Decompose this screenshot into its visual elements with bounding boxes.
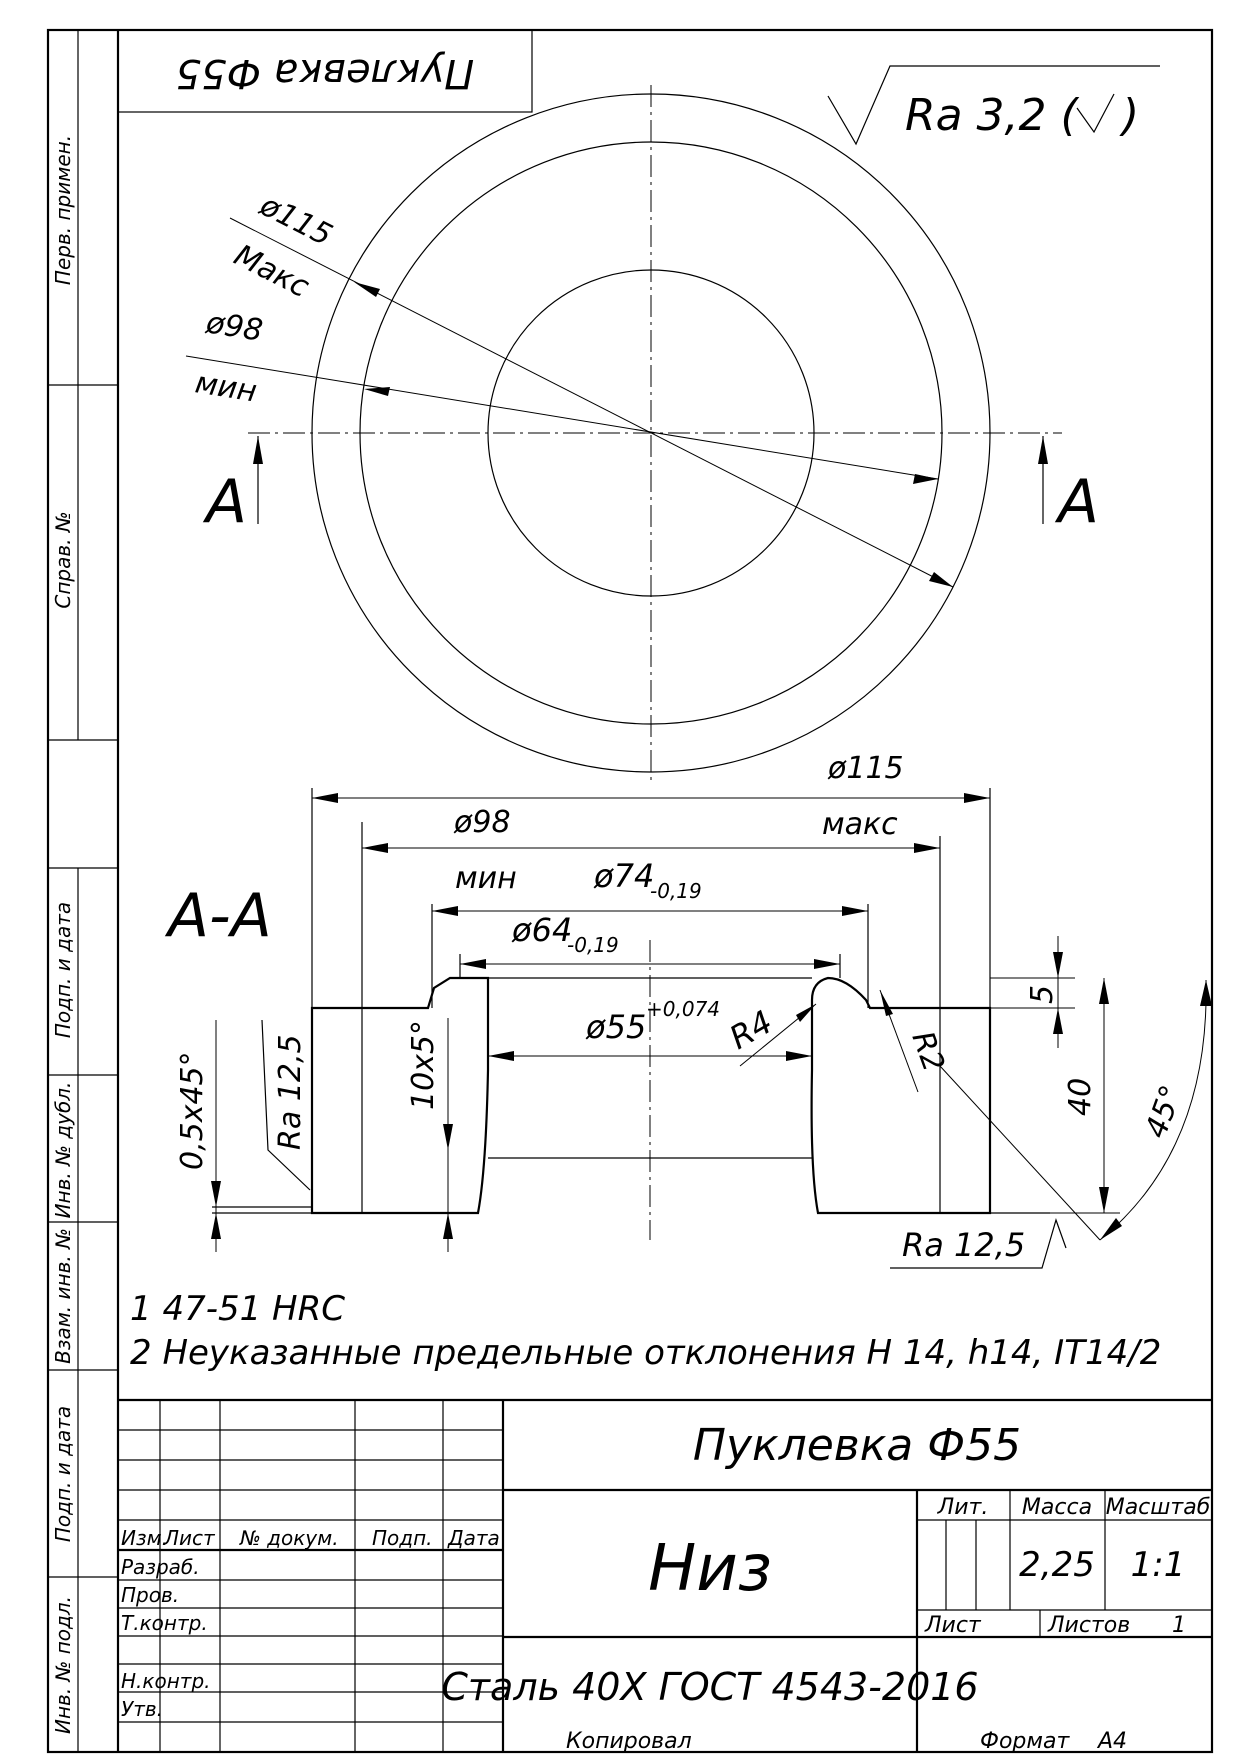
note-1: 1 47-51 HRC <box>130 1289 345 1329</box>
sec-dim-40: 40 <box>1063 1077 1098 1116</box>
side-strip <box>48 30 118 1752</box>
side-label-vzam: Взам. инв. № <box>51 1228 75 1364</box>
tb-part-name: Пуклевка Ф55 <box>692 1420 1022 1471</box>
sec-roughness-left: Ra 12,5 <box>273 1034 308 1150</box>
tb-header-date: Дата <box>448 1526 500 1550</box>
section-title: A-A <box>168 881 272 951</box>
top-view <box>186 85 1099 782</box>
tb-header-scale: Масштаб <box>1105 1495 1211 1520</box>
tb-mass-value: 2,25 <box>1019 1545 1095 1585</box>
tb-header-mass: Масса <box>1021 1495 1093 1520</box>
section-right-body <box>812 978 990 1213</box>
tb-sheets-value: 1 <box>1172 1613 1186 1638</box>
section-mark-right: A <box>1058 467 1100 537</box>
sec-dia-55: ø55 <box>586 1008 647 1046</box>
title-block <box>118 1400 1212 1752</box>
sec-radius-4: R4 <box>723 1002 779 1057</box>
sec-dia-115: ø115 <box>828 751 904 786</box>
side-label-podp2: Подп. и дата <box>51 1405 75 1543</box>
section-mark-left: A <box>206 467 248 537</box>
tb-header-list: Лист <box>164 1526 215 1550</box>
top-dia-98-note: мин <box>192 365 260 410</box>
tb-header-izm: Изм. <box>121 1526 169 1550</box>
sec-angle-45: 45° <box>1138 1080 1190 1143</box>
footer-format-value: A4 <box>1098 1729 1128 1754</box>
roughness-main-end: ) <box>1122 90 1140 141</box>
top-dia-98: ø98 <box>203 305 266 349</box>
sec-radius-2: R2 <box>904 1026 952 1077</box>
section-view <box>164 751 1212 1268</box>
sec-chamfer-10: 10x5° <box>406 1019 441 1110</box>
stamp-box-text: Пуклевка Ф55 <box>175 50 475 96</box>
tb-scale-value: 1:1 <box>1130 1545 1186 1585</box>
sec-chamfer-05: 0,5x45° <box>175 1051 210 1170</box>
tb-header-sign: Подп. <box>372 1526 433 1550</box>
footer-format-label: Формат <box>980 1729 1070 1754</box>
sec-dia-98: ø98 <box>454 805 511 840</box>
technical-notes <box>130 1289 1161 1373</box>
section-left-body <box>312 978 488 1213</box>
tb-role-razrab: Разраб. <box>121 1555 200 1579</box>
sec-dim-5: 5 <box>1025 984 1060 1004</box>
sec-roughness-bottom: Ra 12,5 <box>902 1226 1026 1264</box>
tb-designation: Низ <box>648 1532 772 1606</box>
side-label-inv-dubl: Инв. № дубл. <box>51 1081 75 1219</box>
tb-header-sheet: Лист <box>925 1613 981 1638</box>
tb-header-lit: Лит. <box>937 1495 989 1520</box>
sec-dia-55-tol: +0,074 <box>646 997 721 1021</box>
tb-role-utv: Утв. <box>121 1697 163 1721</box>
tb-role-tkontr: Т.контр. <box>121 1611 208 1635</box>
footer-copied: Копировал <box>566 1729 692 1754</box>
tb-header-doc: № докум. <box>240 1526 339 1550</box>
sec-dia-115-note: макс <box>822 807 898 842</box>
top-dia-115: ø115 <box>254 187 338 254</box>
roughness-general <box>828 66 1160 144</box>
side-label-perv: Перв. примен. <box>51 134 75 286</box>
tb-role-prov: Пров. <box>121 1583 180 1607</box>
tb-role-nkontr: Н.контр. <box>121 1669 211 1693</box>
sec-dia-64: ø64 <box>512 911 573 949</box>
side-label-inv-podl: Инв. № подл. <box>51 1596 75 1734</box>
side-label-sprav: Справ. № <box>51 511 75 609</box>
tb-header-sheets: Листов <box>1048 1613 1131 1638</box>
top-dia-115-note: Макс <box>228 237 315 305</box>
side-label-podp1: Подп. и дата <box>51 901 75 1039</box>
note-2: 2 Неуказанные предельные отклонения H 14, h14, IT14/2 <box>130 1333 1162 1373</box>
tb-material: Сталь 40Х ГОСТ 4543-2016 <box>441 1665 979 1709</box>
stamp-box <box>118 30 532 112</box>
sec-dia-74-tol: -0,19 <box>650 879 702 903</box>
sec-dia-98-note: мин <box>455 861 517 896</box>
footer <box>566 1729 1127 1754</box>
roughness-main-text: Ra 3,2 ( <box>905 90 1078 141</box>
sec-dia-64-tol: -0,19 <box>567 933 619 957</box>
sec-dia-74: ø74 <box>594 857 655 895</box>
